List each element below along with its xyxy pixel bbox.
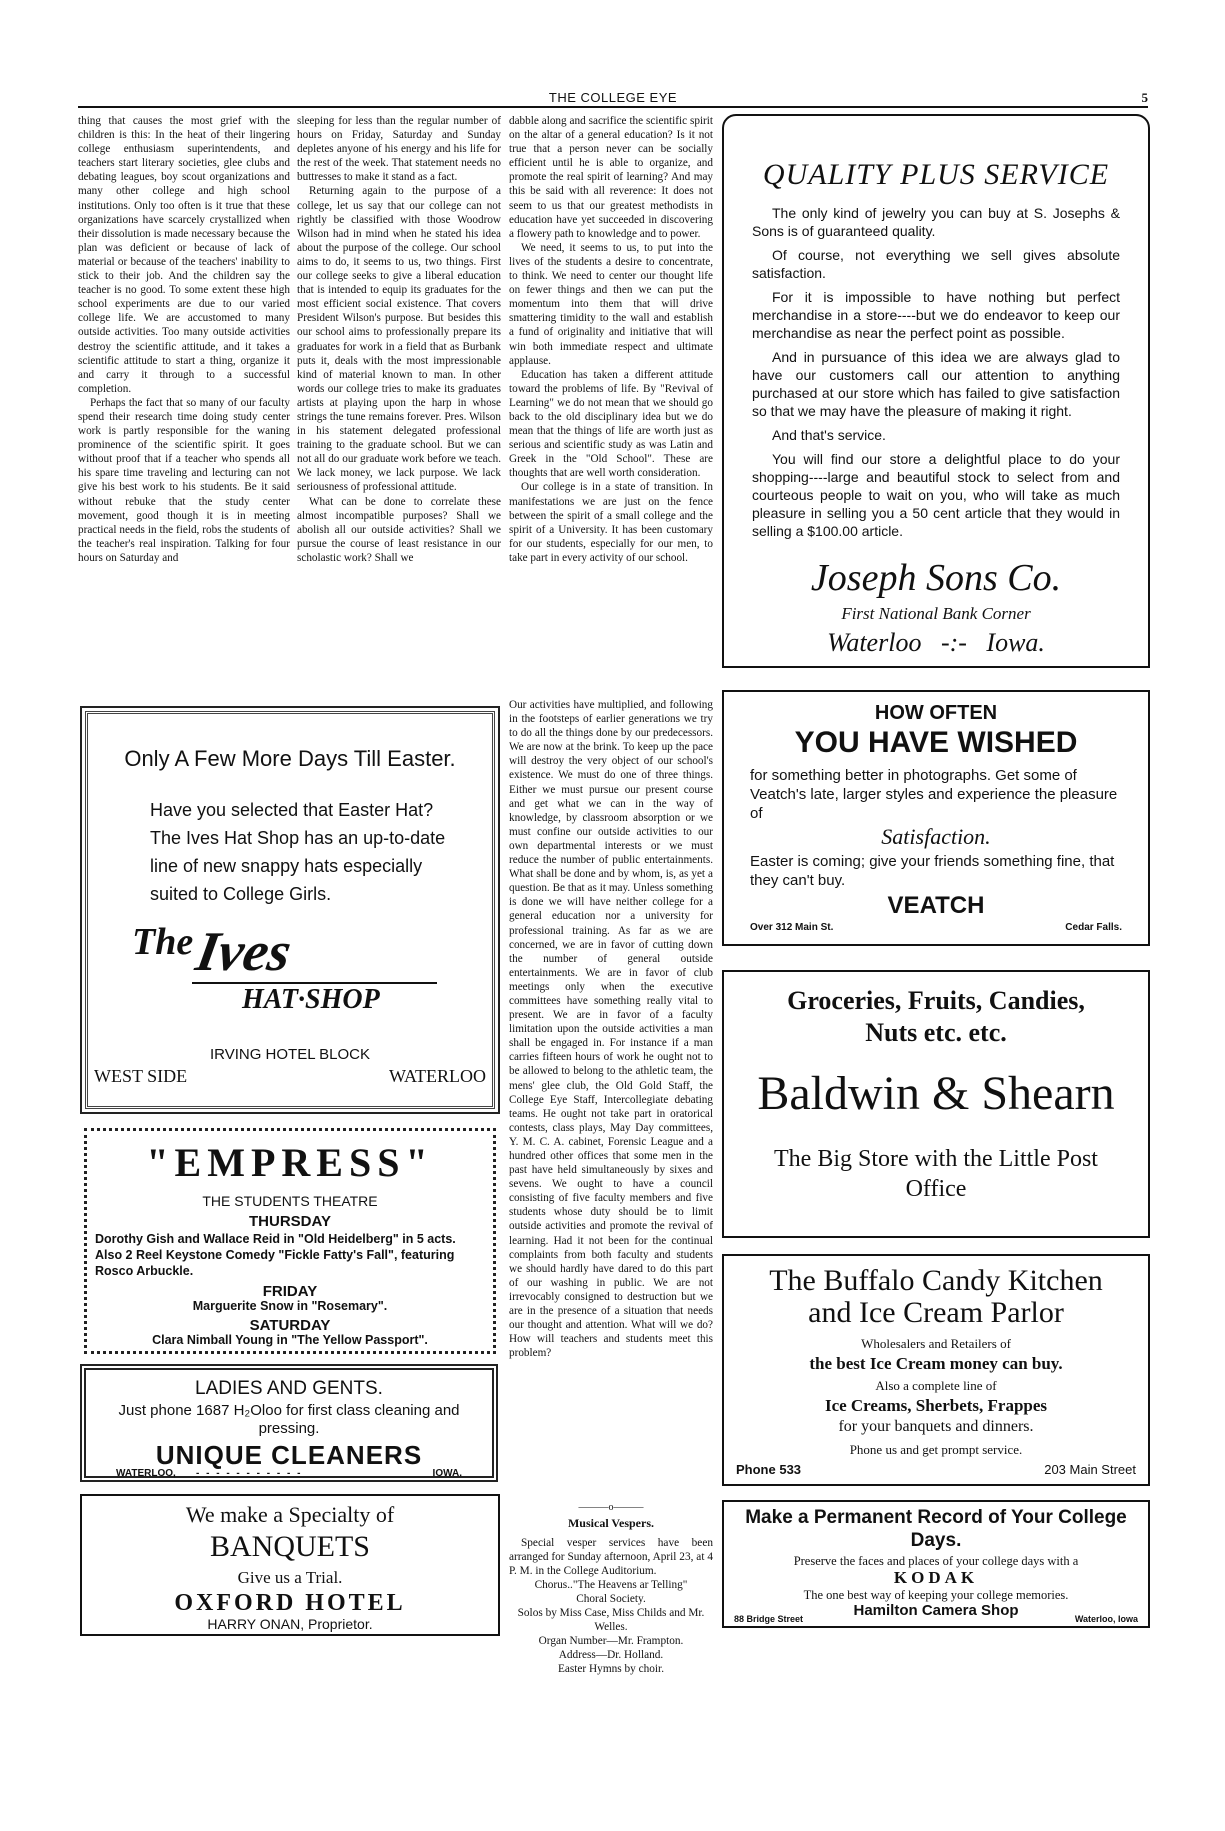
buffalo-address: 203 Main Street [1044, 1462, 1136, 1477]
hamilton-line: Preserve the faces and places of your college days with a [793, 1554, 1079, 1568]
empress-title: "EMPRESS" [146, 1140, 434, 1185]
vespers-line: Solos by Miss Case, Miss Childs and Mr. Welles. [517, 1607, 705, 1633]
ives-logo-hatshop: HAT·SHOP [242, 984, 380, 1015]
ad-hamilton-camera [722, 1500, 1150, 1628]
vespers-line: Special vesper services have been arranged for Sunday afternoon, April 23, at 4 P. M. in the College Auditorium. [509, 1537, 713, 1577]
hamilton-line: The one best way of keeping your college memories. [803, 1588, 1069, 1602]
article-paragraph: Returning again to the purpose of a college, let us say that our college can not rightly be classified with those Woodrow Wilson had in mind when he stated his idea about the purpose of the college. Our school aims to do, it seems to us, two things. First our college seeks to give a liberal education that is intended to equip its graduates for the most efficient social existence. That covers President Wilson's purpose. But besides this our school aims to professionally prepare its graduates for work in a field that as Burbank puts it, deals with the most impressionable kind of material known to man. In other words our college tries to make its graduates artists at playing upon the harp in whose strings the tune remains forever. Pres. Wilson in his statement delegated professional training to the graduate school. But we can not all do our graduate work before we teach. We lack money, we lack purpose. We lack seriousness of professional attitude. [297, 185, 501, 494]
oxford-line1: We make a Specialty of [185, 1502, 395, 1527]
baldwin-name: Baldwin & Shearn [757, 1067, 1115, 1120]
joseph-city: Waterloo -:- Iowa. [827, 628, 1045, 657]
baldwin-tagline: The Big Store with the Little Post Office [774, 1146, 1098, 1202]
ives-description: The Ives Hat Shop has an up-to-date line of new snappy hats especially suited to College Girls. [150, 828, 446, 904]
empress-saturday-text: Clara Nimball Young in "The Yellow Passport". [152, 1333, 428, 1347]
cleaners-name: UNIQUE CLEANERS [155, 1440, 423, 1470]
buffalo-line: Phone us and get prompt service. [849, 1442, 1023, 1457]
article-paragraph: thing that causes the most grief with the children is this: In the heat of their lingering college enthusiasm superintendents, and teachers start literary societies, glee clubs and debating leagues, boy scout organizations and many other college and high school institutions. Only too often is it true that these organizations have scarcely crystallized when their dissolution is made necessary because the plan was deficient or because of lack of material or because of the teachers' inability to stick to their job. And the children say the teacher is no good. To some extent these high school experiments are due to our varied college life. We are accustomed to many outside activities. Too many outside activities destroy the scientific attitude, and it takes a scientific attitude to start a thing, organize it and carry it through to a successful completion. [78, 115, 290, 395]
empress-day-friday: FRIDAY [262, 1283, 318, 1300]
hamilton-address: 88 Bridge Street [734, 1614, 804, 1624]
joseph-paragraph: The only kind of jewelry you can buy at S. Josephs & Sons is of guaranteed quality. [752, 205, 1120, 239]
article-paragraph: sleeping for less than the regular number of hours on Friday, Saturday and Sunday depletes anyone of his energy and his life for the rest of the week. That statement needs no buttresses to make it stand as a fact. [297, 115, 501, 184]
article-column-2 [297, 114, 501, 699]
ad-baldwin-shearn [722, 970, 1150, 1238]
baldwin-line1: Groceries, Fruits, Candies, [787, 986, 1085, 1015]
hamilton-city: Waterloo, Iowa [1074, 1614, 1138, 1624]
page-header [78, 90, 1148, 108]
vespers-line: Easter Hymns by choir. [557, 1663, 665, 1675]
ad-oxford-hotel [80, 1494, 500, 1636]
buffalo-line: Ice Creams, Sherbets, Frappes [824, 1396, 1048, 1415]
joseph-body [752, 204, 1120, 540]
ives-body [150, 796, 450, 908]
buffalo-phone: Phone 533 [736, 1462, 802, 1477]
article-paragraph: Our activities have multiplied, and following in the footsteps of earlier generations we try to do all the things done by our predecessors. We are now at the brink. To keep up the pace will destroy the very object of our school's existence. We must do one of three things. Either we must pursue our present course and get what we can in the way of knowledge, by classroom absorption or we must confine our outside activities to our own departmental interests or we must reduce the number of public entertainments. What shall be done and by whom, is, as yet a question. Be that as it may. Unless something is done we will have neither college for a general education nor a university for professional training. As far as we are concerned, we are in favor of cutting down the number of general outside entertainments. We are in favor of club meetings only when the executive committees have something really vital to present. We are in favor of a faculty limitation upon the outside activities a man shall be engaged in. For instance if a man carries fifteen hours of work he ought not to be allowed to belong to the athletic team, the mens' glee club, the Old Gold Staff, the College Eye Staff, Intercollegiate debating teams. He ought not take part in oratorical contests, class plays, May Day committees, Y. M. C. A. cabinet, Forensic League and a hundred other offices that some men in the past have held simultaneously by sixes and sevens. We ought to have a council consisting of five faculty members and five students whose duty should be to limit outside activities and promote the revival of learning. Had it not been for the continual complaints from both faculty and students we should hardly have dared to do this part of our washing in public. We are not irrevocably consigned to destruction but we are in the presence of a situation that needs our thought and attention. What will we do? How will teachers and students meet this problem? [509, 699, 713, 1360]
ad-buffalo-candy [722, 1254, 1150, 1486]
article-paragraph: Our college is in a state of transition. In manifestations we are just on the fence between the spirit of a small college and the spirit of a University. It has been customary for our students, especially for our men, to take part in every activity of our school. [509, 481, 713, 564]
cleaners-dashes: - - - - - - - - - - - [196, 1468, 303, 1479]
veatch-body2: Easter is coming; give your friends something fine, that they can't buy. [750, 853, 1115, 889]
article-column-1 [78, 114, 290, 699]
hamilton-kodak: KODAK [893, 1568, 979, 1587]
oxford-name: OXFORD HOTEL [174, 1590, 406, 1616]
empress-day-thursday: THURSDAY [249, 1213, 331, 1230]
ives-west-side: WEST SIDE [94, 1066, 188, 1086]
empress-friday-text: Marguerite Snow in "Rosemary". [192, 1299, 388, 1313]
buffalo-name-1: The Buffalo Candy Kitchen [769, 1264, 1103, 1297]
buffalo-line: the best Ice Cream money can buy. [809, 1354, 1063, 1373]
ives-address: IRVING HOTEL BLOCK [209, 1046, 371, 1063]
joseph-corner: First National Bank Corner [841, 604, 1031, 623]
ad-empress-theatre [84, 1128, 496, 1354]
article-paragraph: dabble along and sacrifice the scientific spirit on the altar of a general education? Is it not true that a person never can be socially efficient until he is able to organize, and promote the real spirit of learning? And may this be said with all reverence: It does not seem to us that our greatest methodists in education have yet succeeded in discovering a flowery path to knowledge and to power. [509, 115, 713, 240]
ives-headline: Only A Few More Days Till Easter. [124, 746, 456, 771]
ives-logo-the: The [132, 921, 194, 963]
veatch-line1: HOW OFTEN [874, 702, 998, 724]
article-column-3-top [509, 114, 713, 696]
empress-subtitle: THE STUDENTS THEATRE [202, 1193, 378, 1209]
veatch-address: Over 312 Main St. [750, 922, 834, 933]
buffalo-line: Wholesalers and Retailers of [861, 1336, 1011, 1351]
cleaners-state: IOWA. [432, 1468, 462, 1479]
article-divider: ———o——— [578, 1502, 644, 1513]
ives-question: Have you selected that Easter Hat? [150, 800, 434, 820]
oxford-banquets: BANQUETS [209, 1530, 370, 1563]
joseph-name: Joseph Sons Co. [810, 557, 1062, 599]
ad-ives-hat-shop [80, 706, 500, 1114]
oxford-line3: Give us a Trial. [237, 1568, 343, 1587]
oxford-proprietor: HARRY ONAN, Proprietor. [207, 1616, 373, 1632]
veatch-city: Cedar Falls. [1065, 922, 1122, 933]
buffalo-line: Also a complete line of [875, 1378, 997, 1393]
hamilton-headline: Make a Permanent Record of Your College Days. [745, 1507, 1127, 1551]
baldwin-line2: Nuts etc. etc. [865, 1018, 1007, 1047]
veatch-name: VEATCH [887, 892, 985, 919]
article-paragraph: We need, it seems to us, to put into the lives of the students a desire to concentrate, to think. We need to center our thought life on fewer things and then we can put the momentum into them that will drive smattering timidity to the wall and establish a fund of originality and initiative that will win both immediate respect and ultimate applause. [509, 241, 713, 367]
ives-logo-ives: Ives [191, 921, 296, 983]
joseph-paragraph: And that's service. [772, 427, 886, 443]
veatch-line2: YOU HAVE WISHED [794, 726, 1078, 759]
ad-unique-cleaners [80, 1364, 498, 1482]
buffalo-line: for your banquets and dinners. [838, 1418, 1034, 1435]
ives-city: WATERLOO [389, 1066, 486, 1086]
cleaners-phone: Just phone 1687 H₂Oloo for first class cleaning and pressing. [118, 1402, 460, 1437]
joseph-paragraph: Of course, not everything we sell gives absolute satisfaction. [752, 247, 1120, 281]
ad-veatch [722, 690, 1150, 946]
vespers-line: Organ Number—Mr. Frampton. [538, 1635, 684, 1647]
article-column-3-bottom [509, 698, 713, 1500]
buffalo-name-2: and Ice Cream Parlor [808, 1296, 1064, 1329]
vespers-line: Address—Dr. Holland. [558, 1649, 664, 1661]
veatch-body: for something better in photographs. Get some of Veatch's late, larger styles and experience the pleasure of [750, 767, 1118, 822]
joseph-paragraph: For it is impossible to have nothing but perfect merchandise in a store----but we do endeavor to keep our merchandise as near the perfect point as possible. [752, 289, 1120, 341]
cleaners-headline: LADIES AND GENTS. [195, 1378, 383, 1399]
cleaners-city: WATERLOO, [116, 1468, 176, 1479]
article-paragraph: What can be done to correlate these almost incompatible purposes? Shall we abolish all our outside activities? Shall we pursue the course of least resistance in our scholastic work? Shall we [297, 495, 501, 564]
joseph-paragraph: You will find our store a delightful place to do your shopping----large and beautiful stock to select from and courteous people to wait on you, who will take as much pleasure in selling you a 50 cent article that they would in selling a $100.00 article. [752, 451, 1120, 539]
vespers-line: Chorus.."The Heavens ar Telling" [534, 1579, 688, 1591]
veatch-satisfaction: Satisfaction. [881, 824, 991, 849]
ad-joseph-sons [722, 114, 1150, 668]
article-paragraph: Education has taken a different attitude toward the problems of life. By "Revival of Learning" we do not mean that we should go back to the old disciplinary idea but we do mean that the things of life are worth just as serious and scientific study as was Latin and Greek in the "Old School". These are thoughts that are well worth consideration. [509, 368, 713, 480]
vespers-line: Choral Society. [576, 1593, 646, 1605]
empress-day-saturday: SATURDAY [249, 1317, 331, 1334]
joseph-headline: QUALITY PLUS SERVICE [762, 158, 1110, 191]
empress-thursday-text: Dorothy Gish and Wallace Reid in "Old Heidelberg" in 5 acts. Also 2 Reel Keystone Comedy "Fickle Fatty's Fall", featuring Rosco Arbuckle. [95, 1232, 456, 1278]
joseph-paragraph: And in pursuance of this idea we are always glad to have our customers call our attention to anything purchased at our store which has failed to give satisfaction so that we may have the pleasure of making it right. [752, 349, 1120, 419]
vespers-notice [509, 1516, 713, 1676]
page-number: 5 [1141, 90, 1148, 105]
vespers-title: Musical Vespers. [567, 1516, 654, 1530]
article-paragraph: Perhaps the fact that so many of our faculty spend their research time doing study center work is partly responsible for the waning prominence of the scientific spirit. It goes without proof that if a teacher who spends all his spare time traveling and lecturing can not give his best work to his students. Be it said without rebuke that the study center movement, good though it is in meeting practical needs in the field, robs the students of the teacher's real inspiration. Talking for four hours on Saturday and [78, 396, 290, 564]
newspaper-title: THE COLLEGE EYE [548, 90, 678, 105]
hamilton-name: Hamilton Camera Shop [853, 1602, 1019, 1619]
ives-logo [132, 920, 452, 1020]
